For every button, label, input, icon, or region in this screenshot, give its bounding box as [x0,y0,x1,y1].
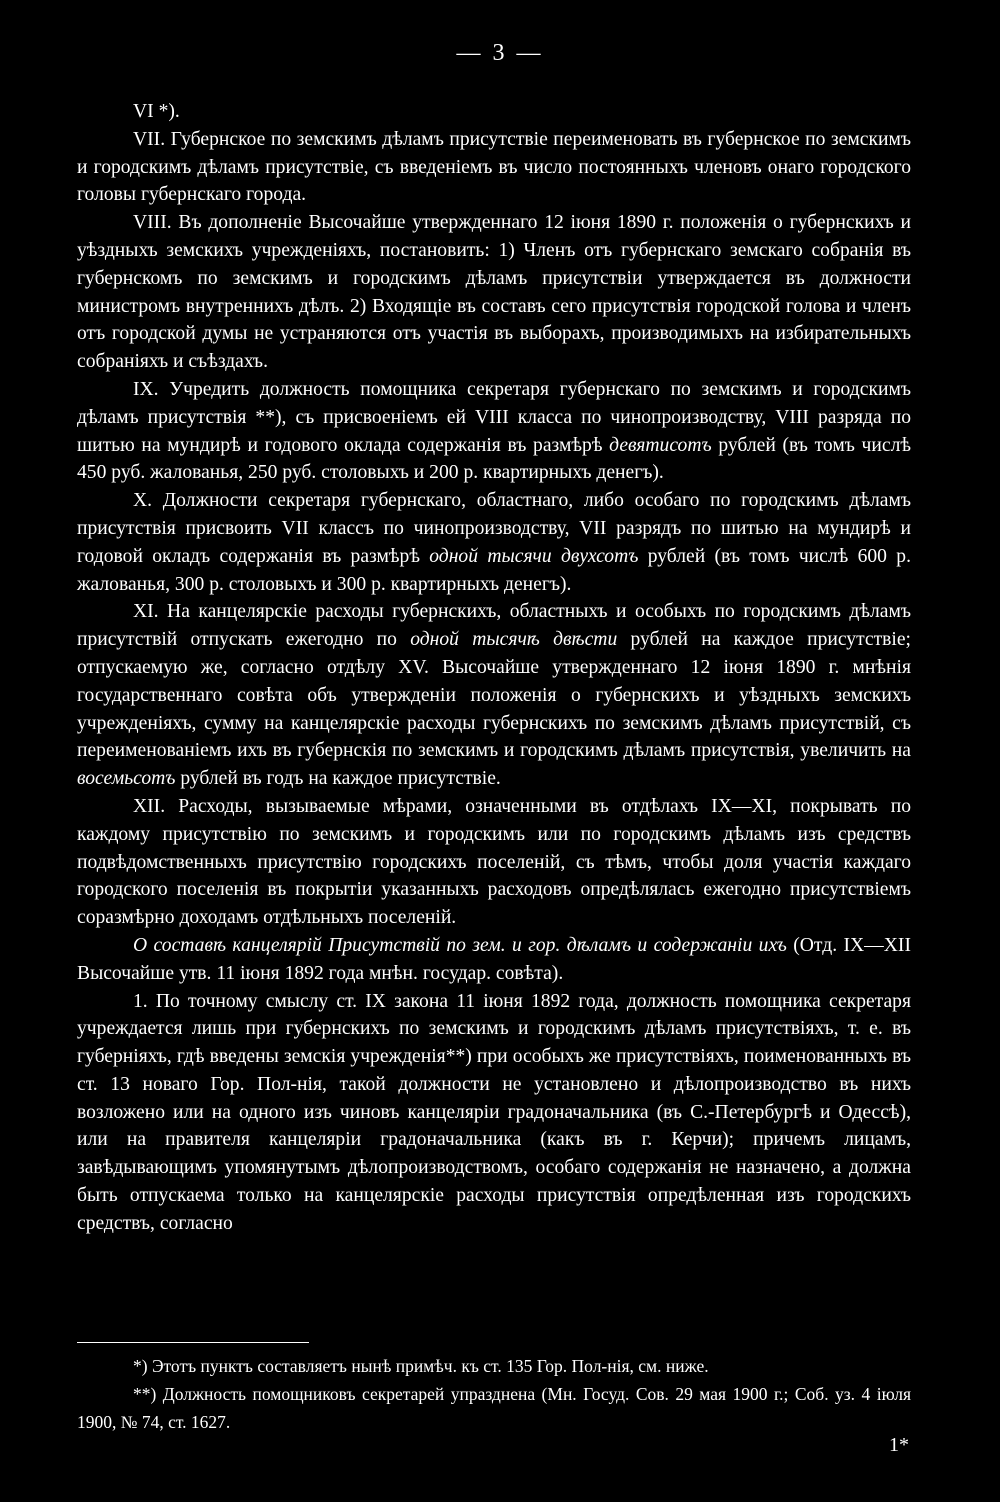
footnote-2: **) Должность помощниковъ секретарей упразднена (Мн. Госуд. Сов. 29 мая 1900 г.; Соб. уз. 4 іюля 1900, № 74, ст. 1627. [77,1384,911,1432]
page-number: — 3 — [456,40,544,66]
footnote-divider [77,1342,309,1343]
paragraph-vii: VII. Губернское по земскимъ дѣламъ присутствіе переименовать въ губернское по земскимъ и городскимъ дѣламъ присутствіе, съ введеніемъ въ число постоянныхъ членовъ онаго городского головы губернскаго города. [77,128,911,206]
footnotes [77,1352,911,1436]
paragraph-xi: XI. На канцелярскіе расходы губернскихъ, областныхъ и особыхъ по городскимъ дѣламъ присутствій отпускать ежегодно по одной тысячѣ двѣсти рублей на каждое присутствіе; отпускаемую же, согласно отдѣлу XV. Высочайше утвержденнаго 12 іюня 1890 г. мнѣнія государственнаго совѣта объ утвержденіи положенія о губернскихъ и уѣздныхъ земскихъ учрежденіяхъ, сумму на канцелярскіе расходы губернскихъ по земскимъ дѣламъ присутствій, съ переименованіемъ ихъ въ губернскія по земскимъ и городскимъ дѣламъ присутствія, увеличить на восемьсотъ рублей въ годъ на каждое присутствіе. [77,601,911,790]
paragraph-viii: VIII. Въ дополненіе Высочайше утвержденнаго 12 іюня 1890 г. положенія о губернскихъ и уѣздныхъ земскихъ учрежденіяхъ, постановить: 1) Членъ отъ губернскаго земскаго собранія въ губернскомъ по земскимъ и городскимъ дѣламъ присутствіи утверждается въ должности министромъ внутреннихъ дѣлъ. 2) Входящіе въ составъ сего присутствія городской голова и членъ отъ городской думы не устраняются отъ участія въ выборахъ, производимыхъ на избирательныхъ собраніяхъ и съѣздахъ. [77,212,911,373]
paragraph-xii: XII. Расходы, вызываемые мѣрами, означенными въ отдѣлахъ IX—XI, покрывать по каждому присутствію по земскимъ и городскимъ или по городскимъ дѣламъ изъ средствъ подвѣдомственныхъ присутствію городскихъ поселеній, съ тѣмъ, чтобы доля участія каждаго городского поселенія въ покрытіи указанныхъ расходовъ опредѣлялась ежегодно присутствіемъ соразмѣрно доходамъ отдѣльныхъ поселеній. [77,795,911,929]
paragraph-x: X. Должности секретаря губернскаго, областнаго, либо особаго по городскимъ дѣламъ присутствія присвоить VII классъ по чинопроизводству, VII разрядъ по шитью на мундирѣ и годовой окладъ содержанія въ размѣрѣ одной тысячи двухсотъ рублей (въ томъ числѣ 600 р. жалованья, 300 р. столовыхъ и 300 р. квартирныхъ денегъ). [77,490,911,595]
main-text [77,98,911,1238]
paragraph-vi: VI *). [133,101,180,122]
footnote-1: *) Этотъ пунктъ составляетъ нынѣ примѣч. къ ст. 135 Гор. Пол-нія, см. ниже. [133,1356,709,1376]
section-heading: О составѣ канцелярій Присутствій по зем. и гор. дѣламъ и содержаніи ихъ (Отд. IX—XII Высочайше утв. 11 іюня 1892 года мнѣн. государ. совѣта). [77,934,911,984]
paragraph-ix: IX. Учредить должность помощника секретаря губернскаго по земскимъ и городскимъ дѣламъ присутствія **), съ присвоеніемъ ей VIII класса по чинопроизводству, VIII разряда по шитью на мундирѣ и годового оклада содержанія въ размѣрѣ девятисотъ рублей (въ томъ числѣ 450 руб. жалованья, 250 руб. столовыхъ и 200 р. квартирныхъ денегъ). [77,378,911,484]
signature-mark: 1* [889,1434,909,1456]
paragraph-1: 1. По точному смыслу ст. IX закона 11 іюня 1892 года, должность помощника секретаря учреждается лишь при губернскихъ по земскимъ и городскимъ дѣламъ присутствіяхъ, т. е. въ губерніяхъ, гдѣ введены земскія учрежденія**) при особыхъ же присутствіяхъ, поименованныхъ въ ст. 13 новаго Гор. Пол-нія, такой должности не установлено и дѣлопроизводство въ нихъ возложено или на одного изъ чиновъ канцеляріи градоначальника (въ С.-Петербургѣ и Одессѣ), или на правителя канцеляріи градоначальника (какъ въ г. Керчи); причемъ лицамъ, завѣдывающимъ упомянутымъ дѣлопроизводствомъ, особаго содержанія не назначено, а должна быть отпускаема только на канцелярскіе расходы присутствія опредѣленная изъ городскихъ средствъ, согласно [77,990,911,1234]
